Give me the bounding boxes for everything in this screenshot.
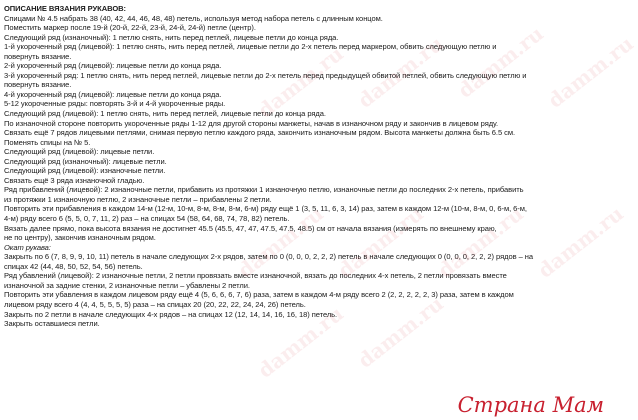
watermark: damm.ru bbox=[253, 301, 348, 383]
instruction-line: Закрыть по 6 (7, 8, 9, 9, 10, 11) петель в начале следующих 2-х рядов, затем по 0 (0, 0, 0, 2, 2, 2) петель в начале следующих 0 (0, 0, 0, 2, 2, 2) рядов – на bbox=[4, 252, 533, 262]
instruction-line: изнаночной за задние стенки, 2 изнаночные петли – убавлены 2 петли. bbox=[4, 280, 250, 290]
instruction-line: Ряд убавлений (лицевой): 2 изнаночные петли, 2 петли провязать вместе изнаночной, вязать до последних 4-х петель, 2 петли провязать вместе bbox=[4, 271, 507, 281]
watermark: damm.ru bbox=[353, 31, 448, 113]
instruction-line: Вязать далее прямо, пока высота вязания не достигнет 45.5 (45.5, 47, 47, 47.5, 47.5, 48.5) см от начала вязания (измерять по внешнему краю, bbox=[4, 223, 497, 233]
instruction-block-sleeve-cap bbox=[4, 252, 604, 328]
instruction-line: Связать ещё 3 ряда изнаночной гладью. bbox=[4, 175, 145, 185]
watermark: damm.ru bbox=[433, 201, 528, 283]
instruction-line: 3-й укороченный ряд: 1 петлю снять, нить перед петлей, лицевые петли до 2-х петель перед предыдущей обвитой петлей, обвить следующую петлю и bbox=[4, 70, 527, 80]
instruction-line: Закрыть оставшиеся петли. bbox=[4, 319, 100, 329]
instruction-line: Следующий ряд (лицевой): изнаночные петли. bbox=[4, 166, 166, 176]
instruction-line: Следующий ряд (изнаночный): лицевые петли. bbox=[4, 156, 167, 166]
instruction-block-main bbox=[4, 14, 604, 243]
watermark: damm.ru bbox=[333, 201, 428, 283]
knitting-instructions bbox=[4, 4, 604, 329]
watermark: damm.ru bbox=[233, 201, 328, 283]
instruction-line: 4-м) ряду всего 6 (5, 5, 0, 7, 11, 2) раз – на спицах 54 (58, 64, 68, 74, 78, 82) петель. bbox=[4, 214, 290, 224]
instruction-line: лицевом ряду всего 4 (4, 4, 5, 5, 5, 5) раза – на спицах 20 (20, 22, 22, 24, 24, 26) петель. bbox=[4, 299, 306, 309]
watermark: damm.ru bbox=[543, 31, 638, 113]
instruction-line: Связать ещё 7 рядов лицевыми петлями, снимая первую петлю каждого ряда, закончить изнаночным рядом. Высота манжеты должна быть 6.5 см. bbox=[4, 128, 515, 138]
section-heading: ОПИСАНИЕ ВЯЗАНИЯ РУКАВОВ: bbox=[4, 4, 126, 13]
watermark: damm.ru bbox=[453, 21, 548, 103]
instruction-line: из протяжки 1 изнаночную петлю, 2 изнаночные петли – прибавлены 2 петли. bbox=[4, 194, 272, 204]
instruction-line: По изнаночной стороне повторить укороченные ряды 1-12 для другой стороны манжеты, начав в изнаночном ряду и закончив в лицевом ряду. bbox=[4, 118, 499, 128]
instruction-line: не по центру), закончив изнаночным рядом. bbox=[4, 233, 156, 243]
site-logo: Страна Мам bbox=[457, 393, 604, 417]
instruction-line: Следующий ряд (лицевой): 1 петлю снять, нить перед петлей, лицевые петли до конца ряда. bbox=[4, 109, 326, 119]
instruction-line: 1-й укороченный ряд (лицевой): 1 петлю снять, нить перед петлей, лицевые петли до 2-х петель перед маркером, обвить следующую петлю и bbox=[4, 42, 497, 52]
section-subheading: Окат рукава: bbox=[4, 242, 51, 252]
instruction-line: Закрыть по 2 петли в начале следующих 4-х рядов – на спицах 12 (12, 14, 14, 16, 16, 18) петель. bbox=[4, 309, 338, 319]
watermark: damm.ru bbox=[253, 41, 348, 123]
instruction-line: повернуть вязание. bbox=[4, 80, 72, 90]
instruction-line: спицах 42 (44, 48, 50, 52, 54, 56) петель. bbox=[4, 261, 143, 271]
instruction-line: Поместить маркер после 19-й (20-й, 22-й, 23-й, 24-й, 24-й) петле (центр). bbox=[4, 23, 256, 33]
instruction-line: Ряд прибавлений (лицевой): 2 изнаночные петли, прибавить из протяжки 1 изнаночную петлю, изнаночные петли до последних 2-х петель, прибавить bbox=[4, 185, 524, 195]
instruction-line: Повторить эти убавления в каждом лицевом ряду ещё 4 (5, 6, 6, 6, 7, 6) раза, затем в каждом 4-м ряду всего 2 (2, 2, 2, 2, 2, 3) раза, затем в каждом bbox=[4, 290, 514, 300]
instruction-line: Повторить эти прибавления в каждом 14-м (12-м, 10-м, 8-м, 8-м, 8-м, 6-м) ряду ещё 1 (3, 5, 11, 6, 3, 14) раз, затем в каждом 12-м (10-м, 8-м, 0, 6-м, 6-м, bbox=[4, 204, 527, 214]
instruction-line: Спицами № 4.5 набрать 38 (40, 42, 44, 46, 48, 48) петель, используя метод набора петель с длинным концом. bbox=[4, 13, 383, 23]
instruction-line: Следующий ряд (лицевой): лицевые петли. bbox=[4, 147, 155, 157]
instruction-line: 5-12 укороченные ряды: повторять 3-й и 4-й укороченные ряды. bbox=[4, 99, 226, 109]
instruction-line: Следующий ряд (изнаночный): 1 петлю снять, нить перед петлей, лицевые петли до конца ряда. bbox=[4, 32, 339, 42]
watermark: damm.ru bbox=[533, 201, 628, 283]
instruction-line: 4-й укороченный ряд (лицевой): лицевые петли до конца ряда. bbox=[4, 89, 222, 99]
instruction-line: 2-й укороченный ряд (лицевой): лицевые петли до конца ряда. bbox=[4, 61, 222, 71]
instruction-line: Поменять спицы на № 5. bbox=[4, 137, 91, 147]
instruction-line: повернуть вязание. bbox=[4, 51, 72, 61]
watermark: damm.ru bbox=[353, 291, 448, 373]
